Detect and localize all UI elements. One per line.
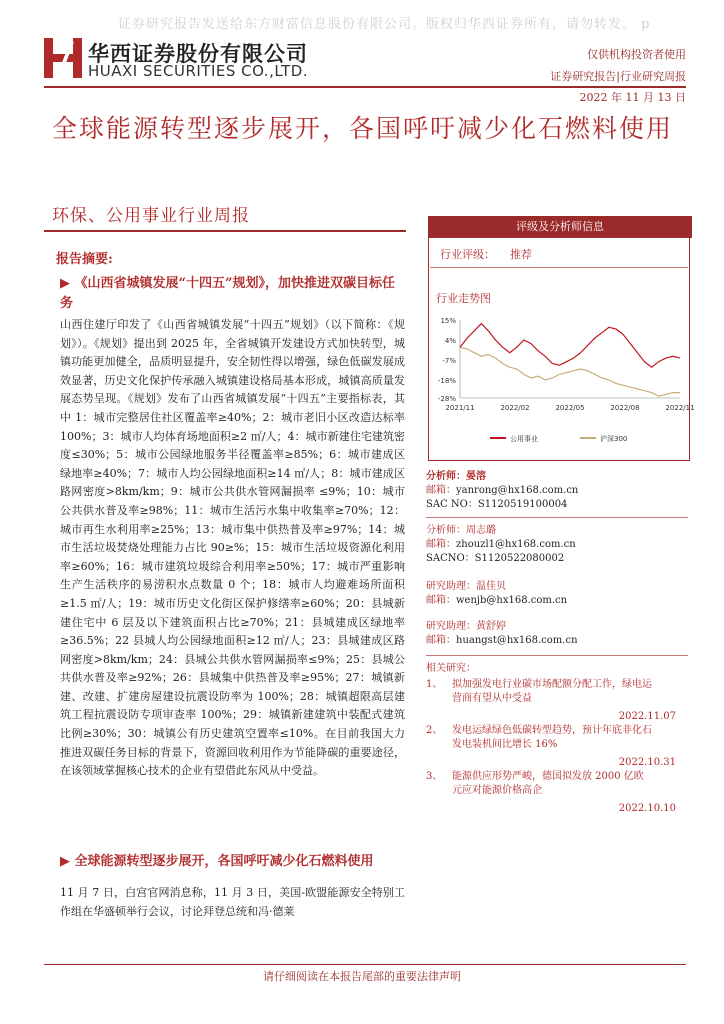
assistant-1 — [426, 580, 567, 608]
related-divider — [426, 655, 688, 656]
legend-label: 沪深300 — [600, 435, 628, 443]
section1-body: 山西住建厅印发了《山西省城镇发展“十四五”规划》（以下简称：《规划》）。《规划》提出到 2025 年，全省城镇开发建设方式加快转型，城镇功能更加健全，品质明显提升，安全韧性得以增强，绿色低碳发展成效显著，历史文化保护传承融入城镇建设格局基本形成，城镇高质量发展态势呈现。《规划》发布了山西省城镇发展“十四五”主要指标表，其中 1：城市完整居住社区覆盖率≥40%；2：城市老旧小区改造达标率 100%；3：城市人均体育场地面积≥2 ㎡/人；4：城市新建住宅建筑密度≤30%；5：城市公园绿地服务半径覆盖率≥85%；6：城市建成区绿地率≥40%；7：城市人均公园绿地面积≥14 ㎡/人；8：城市建成区路网密度>8km/km；9：城市公共供水管网漏损率 ≤9%；10：城市公共供水普及率≥98%；11：城市生活污水集中收集率≥70%；12：城市再生水利用率≥25%；13：城市集中供热普及率≥97%；14：城市生活垃圾焚烧处理能力占比 90≥%；15：城市生活垃圾资源化利用率≥60%；16：城市建筑垃圾综合利用率≥50%；17：城市严重影响生产生活秩序的易涝积水点数量 0 个；18：城市人均避难场所面积≥1.5 ㎡/人；19：城市历史文化街区保护修缮率≥60%；20：县城新建住宅中 6 层及以下建筑面积占比≥70%；21：县城建成区绿地率≥36.5%；22 县城人均公园绿地面积≥12 ㎡/人；23：县城建成区路网密度>8km/km；24：县城公共供水管网漏损率≤9%；25：县城公共供水普及率≥92%；26：县城集中供热普及率≥95%；27：城镇新建、改建、扩建房屋建设抗震设防率为 100%；28：城镇超限高层建筑工程抗震设防专项审查率 100%；29：城镇新建建筑中装配式建筑比例≥30%；30：城镇公有历史建筑空置率≤10%。在目前我国大力推进双碳任务目标的背景下，资源回收利用作为节能降碳的重要途径，在该领域掌握核心技术的企业有望借此东风从中受益。 — [60, 318, 405, 778]
related-title: 相关研究： — [426, 663, 476, 674]
assistant-2-email[interactable]: huangst@hx168.com.cn — [456, 635, 578, 646]
analyst-2-email[interactable]: zhouzl1@hx168.com.cn — [456, 539, 576, 550]
x-tick-label: 2022/02 — [500, 404, 530, 412]
trend-label: 行业走势图 — [436, 292, 491, 305]
legal-notice: 请仔细阅读在本报告尾部的重要法律声明 — [263, 970, 461, 983]
legend-label: 公用事业 — [510, 435, 538, 443]
related-item-date: 2022.10.31 — [618, 757, 676, 768]
related-item-num: 3、 — [426, 771, 443, 782]
related-item-title: 拟加强发电行业碳市场配额分配工作，绿电运营商有望从中受益 — [452, 679, 652, 704]
section2-body: 11 月 7 日，白宫官网消息称，11 月 3 日，美国-欧盟能源安全特别工作组在华盛顿举行会议，讨论拜登总统和冯·德莱 — [60, 886, 405, 918]
assistant-2 — [426, 620, 578, 648]
related-item[interactable] — [426, 770, 688, 798]
analyst-divider — [426, 517, 688, 518]
assistant-1-role: 研究助理：温佳贝 — [426, 581, 506, 592]
rating-value: 推荐 — [510, 248, 532, 261]
y-tick-label: -18% — [437, 376, 456, 385]
x-tick-label: 2022/05 — [555, 404, 585, 412]
report-title: 全球能源转型逐步展开，各国呼吁减少化石燃料使用 — [52, 114, 674, 143]
analyst-2-sac-label: SACNO： — [426, 553, 475, 564]
y-tick-label: -28% — [437, 395, 456, 403]
watermark: 证券研究报告发送给东方财富信息股份有限公司。版权归华西证券所有，请勿转发。 p — [118, 17, 651, 32]
header-divider — [44, 86, 686, 88]
assistant-2-email-label: 邮箱： — [426, 635, 456, 646]
assistant-1-email-label: 邮箱： — [426, 595, 456, 606]
related-item-num: 1、 — [426, 679, 443, 690]
rating-box-header — [428, 216, 692, 238]
analyst-2-sac: S1120522080002 — [474, 553, 565, 564]
related-item[interactable] — [426, 724, 688, 752]
x-tick-label: 2022/08 — [610, 404, 640, 412]
summary-heading: 报告摘要: — [56, 252, 113, 267]
related-research — [426, 662, 688, 816]
related-item-date: 2022.11.07 — [618, 711, 676, 722]
related-item-title: 能源供应形势严峻，德国拟发放 2000 亿欧元应对能源价格高企 — [452, 771, 644, 796]
y-tick-label: 15% — [440, 317, 456, 325]
analyst-2-email-label: 邮箱： — [426, 539, 456, 550]
report-date: 2022 年 11 月 13 日 — [579, 91, 686, 104]
assistant-2-role: 研究助理：黄舒婷 — [426, 621, 506, 632]
x-tick-label: 2021/11 — [445, 404, 475, 412]
analyst-2-role: 分析师：周志璐 — [426, 525, 496, 536]
analyst-1-email[interactable]: yanrong@hx168.com.cn — [456, 485, 579, 496]
audience-tag: 仅供机构投资者使用 — [587, 48, 686, 61]
subtitle-divider — [44, 230, 406, 232]
related-item[interactable] — [426, 678, 688, 706]
y-tick-label: 4% — [444, 336, 456, 345]
related-item-date: 2022.10.10 — [618, 803, 676, 814]
related-item-title: 发电运绿绿色低碳转型趋势，预计年底非化石发电装机间比增长 16% — [452, 725, 652, 750]
report-type-tag: 证券研究报告|行业研究周报 — [550, 70, 686, 83]
analyst-1-sac: S1120519100004 — [477, 499, 568, 510]
analyst-1-role: 分析师：晏溶 — [426, 471, 486, 482]
analyst-1-email-label: 邮箱： — [426, 485, 456, 496]
rating-divider — [430, 267, 688, 268]
company-name-en: HUAXI SECURITIES CO.,LTD. — [88, 62, 309, 80]
company-name-cn: 华西证券股份有限公司 — [88, 42, 308, 66]
huaxi-logo-icon — [44, 38, 82, 78]
rating-box-title: 评级及分析师信息 — [516, 220, 604, 233]
related-item-num: 2、 — [426, 725, 443, 736]
trend-chart — [430, 310, 695, 450]
series-line — [460, 347, 680, 396]
analyst-1 — [426, 470, 578, 512]
section2-heading: ▶ 全球能源转型逐步展开，各国呼吁减少化石燃料使用 — [60, 854, 374, 869]
y-tick-label: -7% — [442, 356, 456, 365]
series-line — [460, 324, 680, 368]
rating-label: 行业评级： — [440, 248, 495, 261]
analyst-2 — [426, 524, 576, 566]
footer-divider — [44, 964, 686, 965]
x-tick-label: 2022/11 — [665, 404, 695, 412]
section1-heading: ▶ 《山西省城镇发展“十四五”规划》，加快推进双碳目标任务 — [60, 276, 395, 311]
analyst-1-sac-label: SAC NO： — [426, 499, 478, 510]
report-subtitle: 环保、公用事业行业周报 — [52, 206, 250, 226]
assistant-1-email[interactable]: wenjb@hx168.com.cn — [456, 595, 568, 606]
